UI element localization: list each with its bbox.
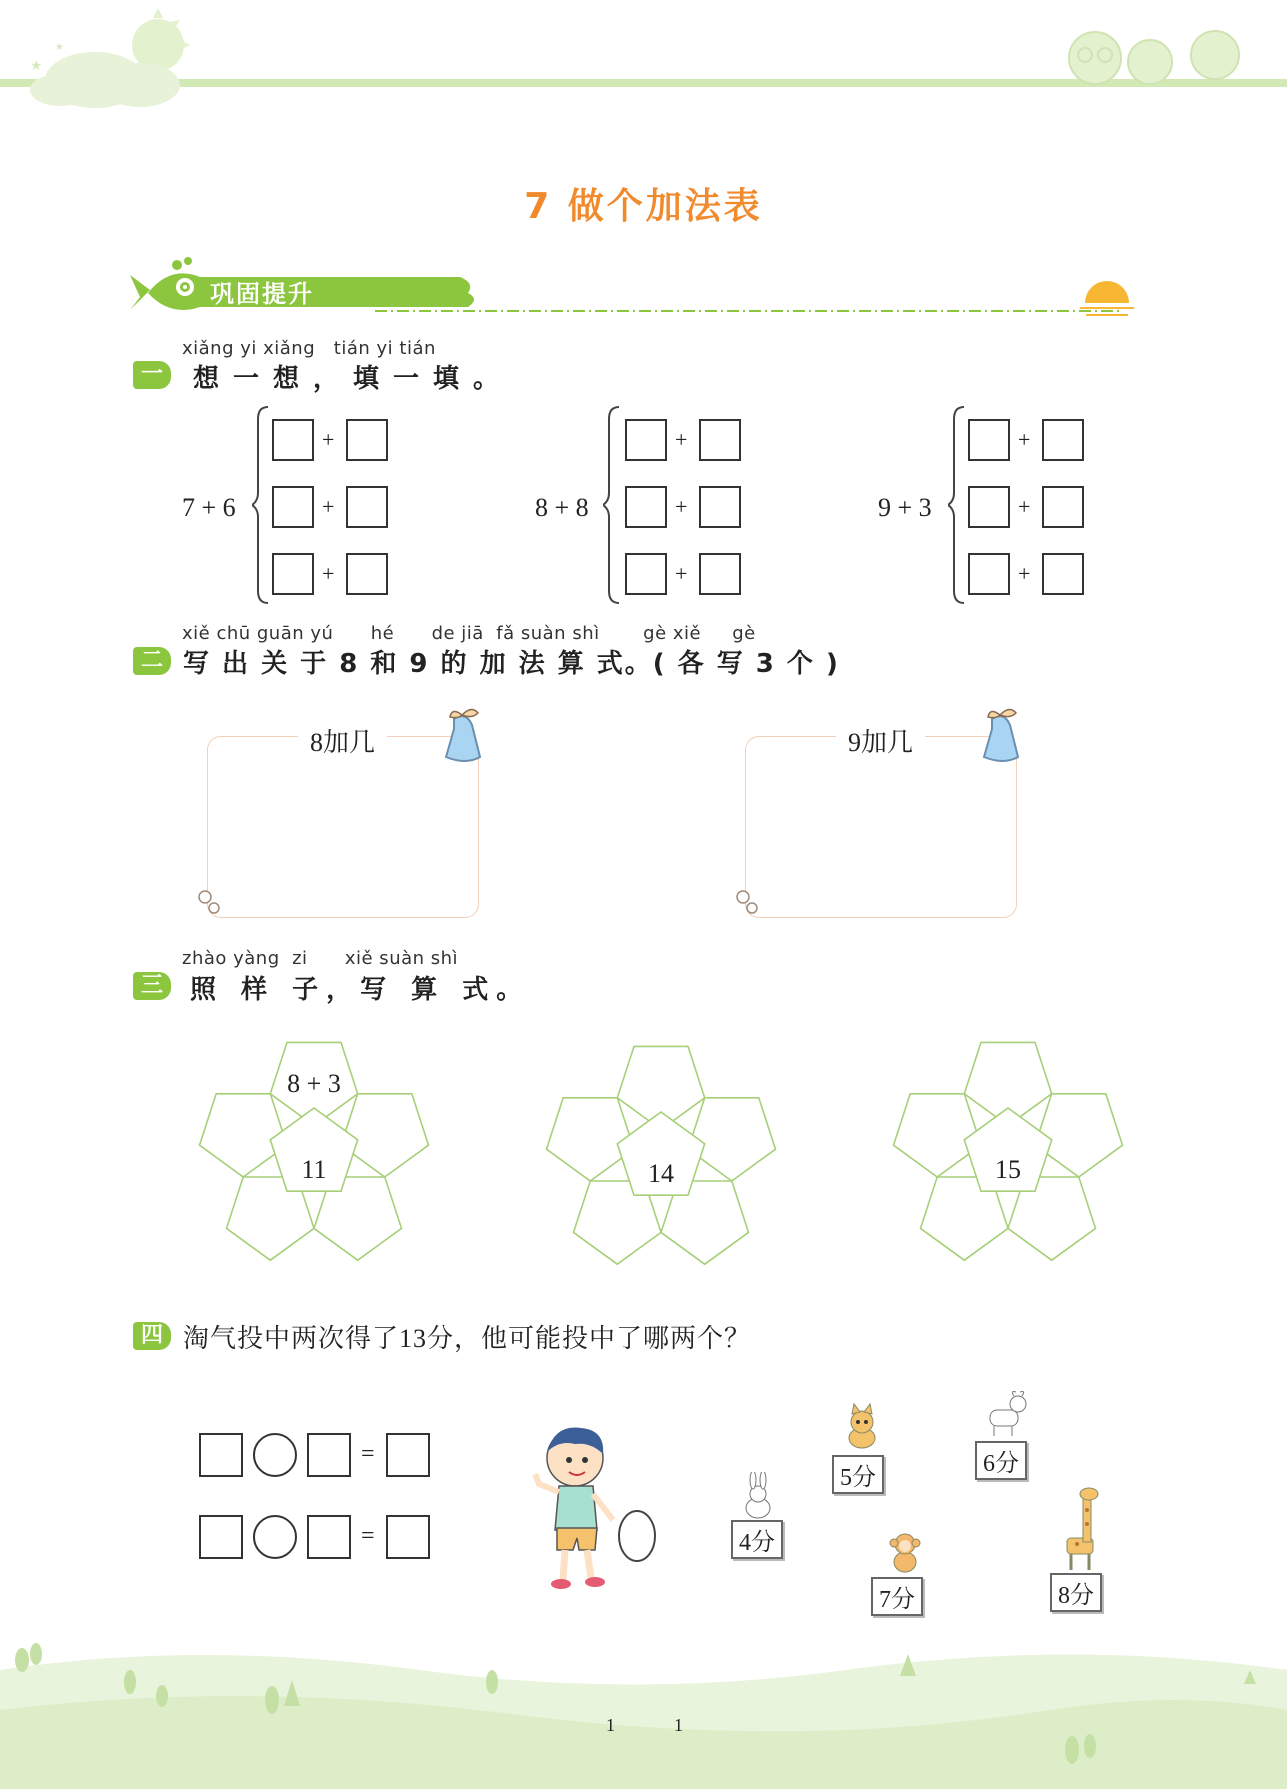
- plus-sign: +: [675, 561, 688, 586]
- q1-expression: 7 + 6: [182, 493, 236, 522]
- pentagon-flower: [187, 1027, 442, 1277]
- flower-center-number: 15: [995, 1155, 1021, 1184]
- operator-circle[interactable]: [253, 1433, 297, 1477]
- header-decoration: [0, 0, 1287, 110]
- plus-sign: +: [675, 494, 688, 519]
- svg-text:★: ★: [55, 42, 64, 53]
- svg-text:★: ★: [30, 58, 43, 74]
- answer-box[interactable]: [272, 486, 314, 528]
- answer-box[interactable]: [272, 553, 314, 595]
- plus-sign: +: [322, 427, 335, 452]
- answer-box[interactable]: [346, 419, 388, 461]
- frame-label: 9加几: [836, 722, 925, 759]
- plus-sign: +: [1018, 494, 1031, 519]
- answer-box[interactable]: [307, 1515, 351, 1559]
- plus-sign: +: [322, 561, 335, 586]
- score-tag-goat[interactable]: 6分: [975, 1441, 1027, 1480]
- brace-icon: [603, 405, 623, 605]
- q1-instruction: 想一想，填一填。: [193, 364, 514, 394]
- bead-decoration: [734, 888, 764, 918]
- q2-badge: 二: [133, 647, 171, 675]
- score-tag-cat[interactable]: 5分: [832, 1455, 884, 1494]
- plus-sign: +: [1018, 427, 1031, 452]
- answer-box[interactable]: [346, 486, 388, 528]
- q3-pinyin: zhào yàng zi xiě suàn shì: [182, 948, 459, 969]
- plus-sign: +: [322, 494, 335, 519]
- operator-circle[interactable]: [253, 1515, 297, 1559]
- sunrise-icon: [1080, 281, 1134, 315]
- equals-sign: =: [361, 1441, 375, 1467]
- q3-badge: 三: [133, 972, 171, 1000]
- score-tag-rabbit[interactable]: 4分: [731, 1520, 783, 1559]
- pentagon-flower: [881, 1027, 1136, 1277]
- flower-center-number: 11: [301, 1155, 327, 1184]
- q1-expression: 9 + 3: [878, 493, 932, 522]
- flower-example: 8 + 3: [287, 1069, 341, 1098]
- page-title: 7 做个加法表: [524, 186, 763, 227]
- answer-box[interactable]: [968, 486, 1010, 528]
- giraffe-icon: [1057, 1484, 1107, 1574]
- q4-badge: 四: [133, 1322, 171, 1350]
- answer-box[interactable]: [699, 419, 741, 461]
- equals-sign: =: [361, 1523, 375, 1549]
- rabbit-icon: [738, 1472, 778, 1522]
- answer-box[interactable]: [272, 419, 314, 461]
- answer-box[interactable]: [1042, 486, 1084, 528]
- pentagon-flower: [534, 1031, 789, 1281]
- answer-box[interactable]: [968, 553, 1010, 595]
- answer-box[interactable]: [307, 1433, 351, 1477]
- q1-expression: 8 + 8: [535, 493, 589, 522]
- frame-label: 8加几: [298, 722, 387, 759]
- answer-box[interactable]: [346, 553, 388, 595]
- plus-sign: +: [1018, 561, 1031, 586]
- sun-cloud-icon: [30, 8, 190, 108]
- plus-sign: +: [675, 427, 688, 452]
- answer-box[interactable]: [199, 1433, 243, 1477]
- flower-center-number: 14: [648, 1159, 674, 1188]
- answer-box[interactable]: [386, 1515, 430, 1559]
- bead-decoration: [196, 888, 226, 918]
- q1-badge: 一: [133, 361, 171, 389]
- score-tag-giraffe[interactable]: 8分: [1050, 1573, 1102, 1612]
- page-number: 1: [606, 1715, 615, 1735]
- brace-icon: [252, 405, 272, 605]
- boy-with-ring-icon: [525, 1420, 665, 1605]
- answer-box[interactable]: [968, 419, 1010, 461]
- cat-icon: [840, 1402, 884, 1450]
- score-tag-monkey[interactable]: 7分: [871, 1577, 923, 1616]
- answer-box[interactable]: [199, 1515, 243, 1559]
- section-banner-label: 巩固提升: [210, 280, 314, 308]
- answer-box[interactable]: [699, 553, 741, 595]
- brace-icon: [948, 405, 968, 605]
- answer-box[interactable]: [625, 486, 667, 528]
- q2-instruction: 写 出 关 于 8 和 9 的 加 法 算 式。( 各 写 3 个 ): [183, 649, 840, 679]
- answer-box[interactable]: [699, 486, 741, 528]
- footer-landscape: [0, 1640, 1287, 1789]
- q4-instruction: 淘气投中两次得了13分，他可能投中了哪两个？: [183, 1324, 752, 1353]
- bell-icon: [970, 705, 1040, 775]
- answer-box[interactable]: [625, 419, 667, 461]
- animal-faces-icon: [1069, 31, 1239, 84]
- goat-icon: [980, 1390, 1030, 1438]
- answer-box[interactable]: [1042, 419, 1084, 461]
- monkey-icon: [885, 1528, 925, 1574]
- q1-pinyin: xiǎng yi xiǎng tián yi tián: [182, 338, 436, 359]
- q3-instruction: 照 样 子，写 算 式。: [190, 975, 531, 1005]
- q2-pinyin: xiě chū guān yú hé de jiā fǎ suàn shì gè xiě gè: [182, 623, 756, 644]
- page-number: 1: [674, 1715, 683, 1735]
- bell-icon: [432, 705, 502, 775]
- answer-box[interactable]: [386, 1433, 430, 1477]
- answer-box[interactable]: [1042, 553, 1084, 595]
- answer-box[interactable]: [625, 553, 667, 595]
